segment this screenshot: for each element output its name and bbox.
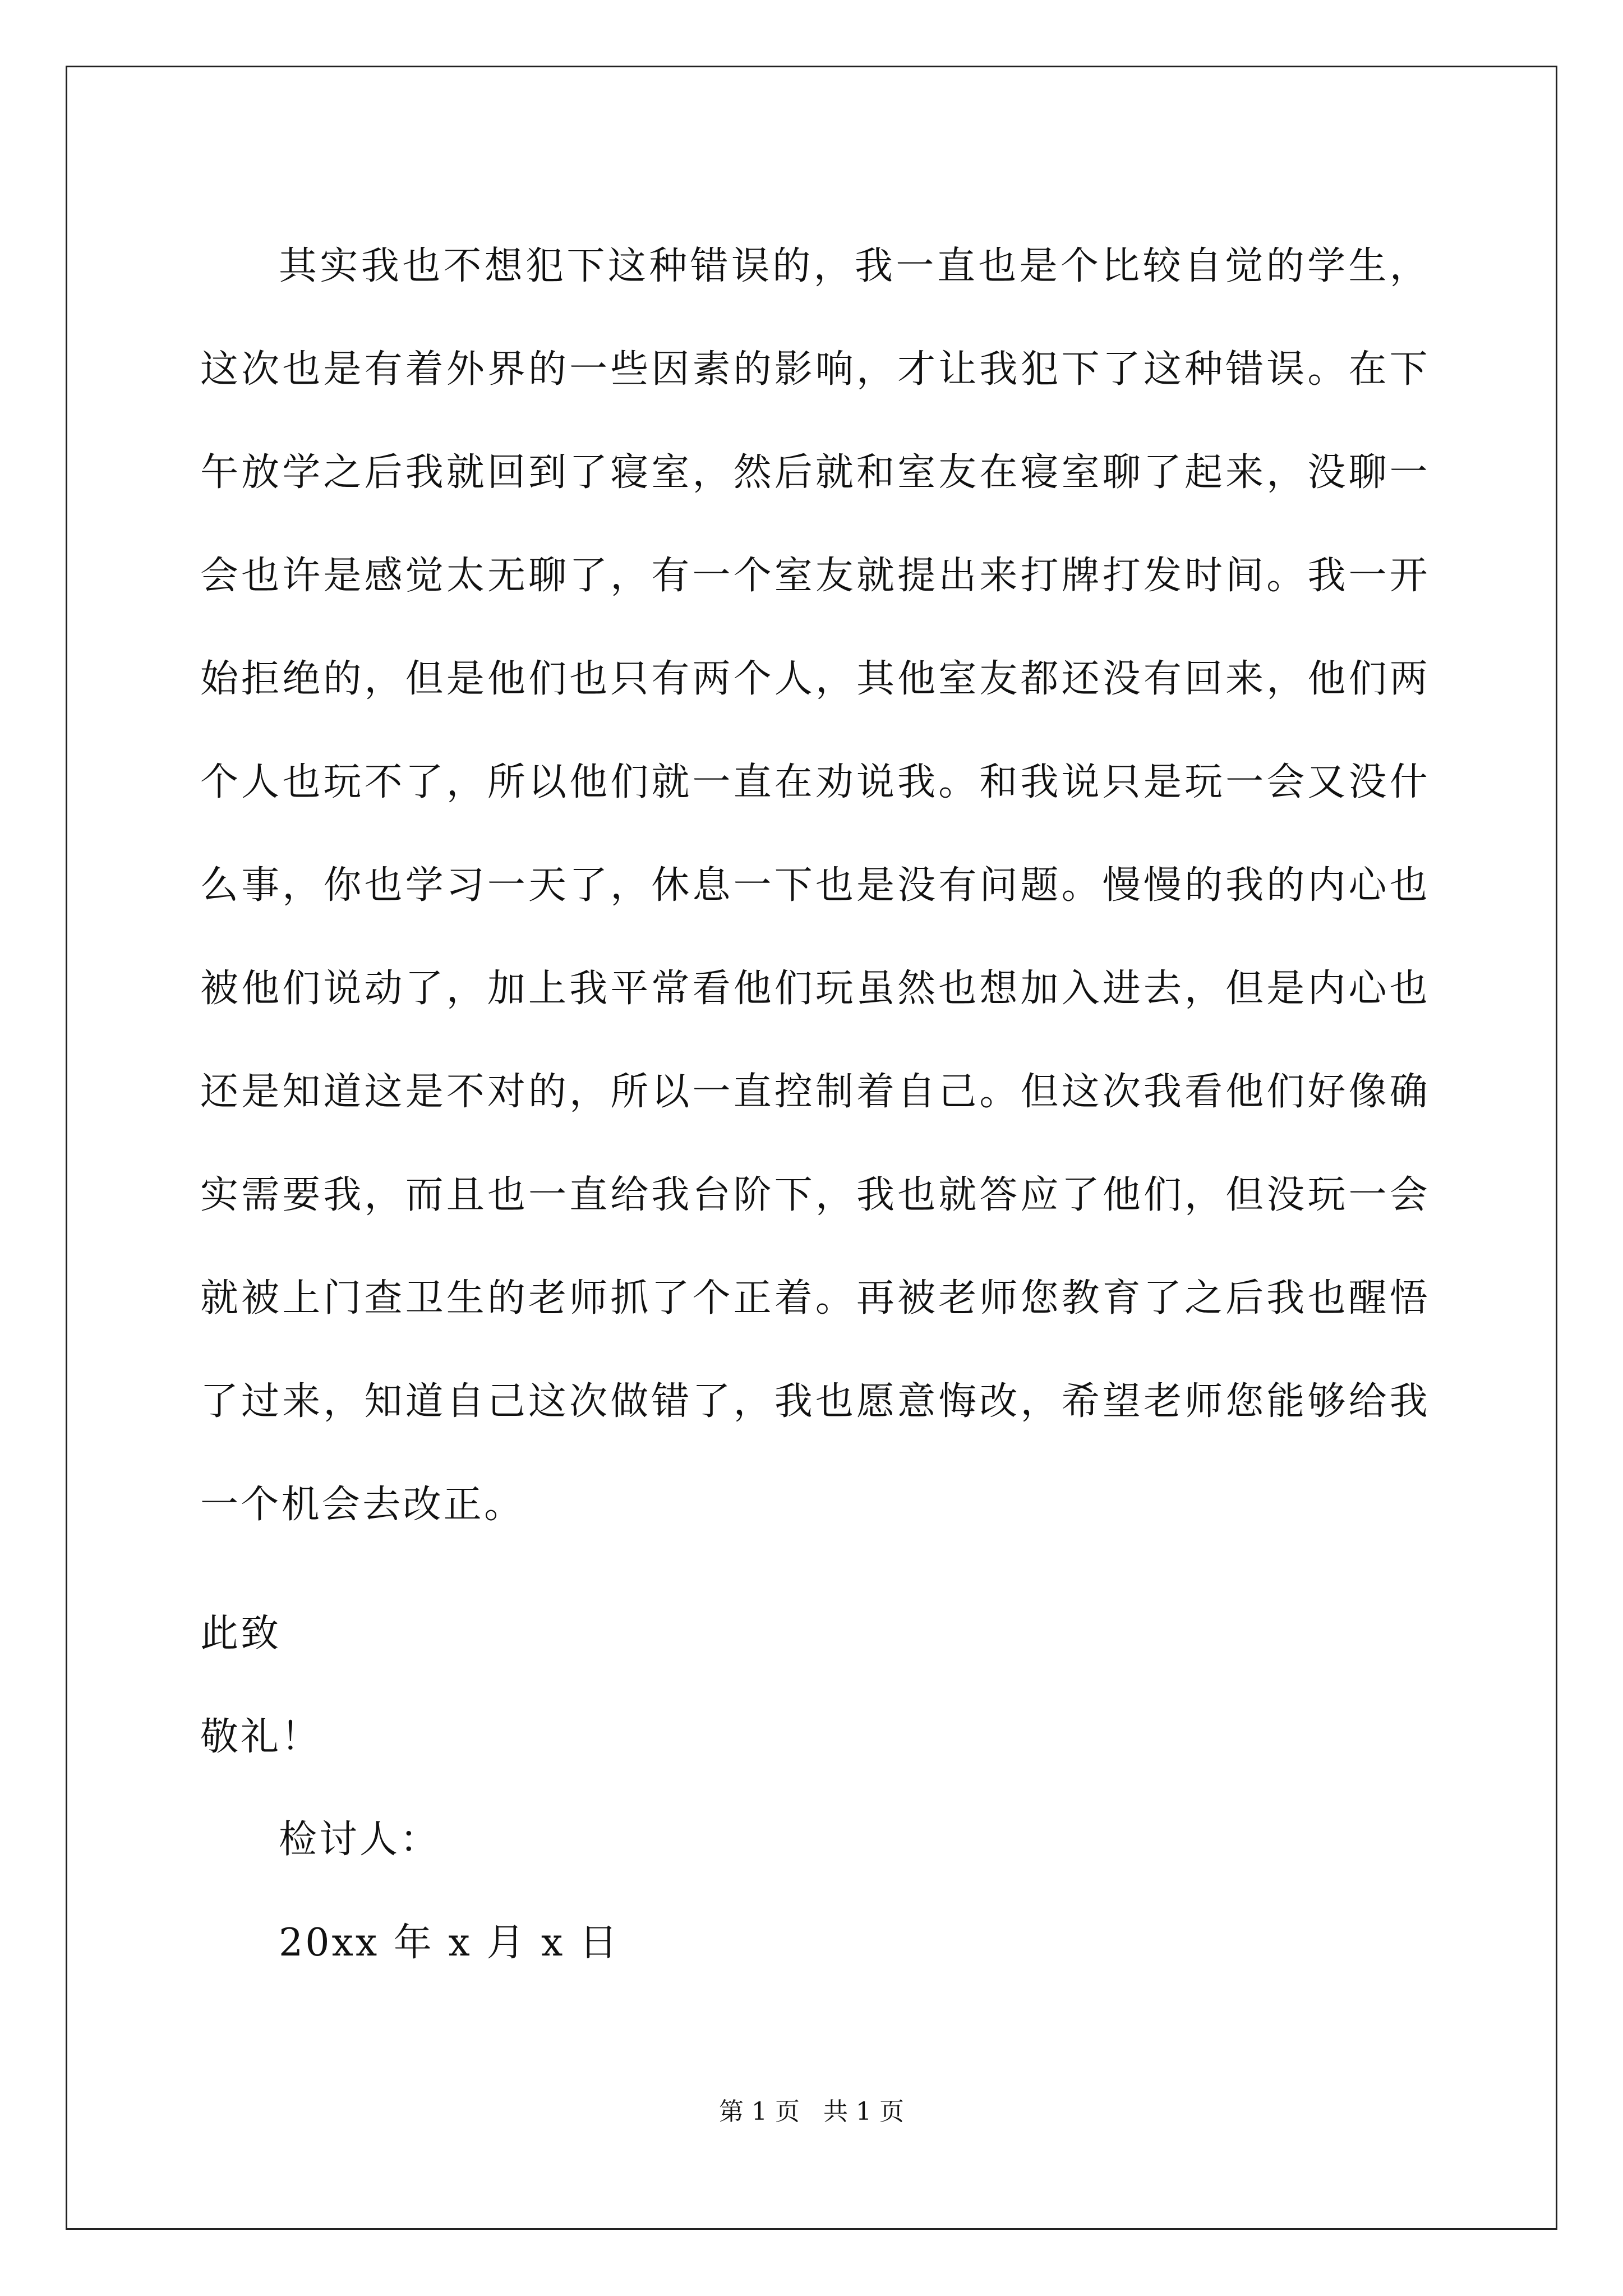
closing-regards: 敬礼！ [200,1715,322,1759]
closing-salutation: 此致 [200,1612,282,1656]
page-footer [0,2095,1623,2129]
page-number: 第 1 页 共 1 页 [719,2097,904,2126]
signature-label: 检讨人： [279,1818,441,1862]
signature-date: 20xx 年 x 月 x 日 [279,1921,620,1965]
body-paragraph: 其实我也不想犯下这种错误的，我一直也是个比较自觉的学生，这次也是有着外界的一些因素的影响，才让我犯下了这种错误。在下午放学之后我就回到了寝室，然后就和室友在寝室聊了起来，没聊一会也许是感觉太无聊了，有一个室友就提出来打牌打发时间。我一开始拒绝的，但是他们也只有两个人，其他室友都还没有回来，他们两个人也玩不了，所以他们就一直在劝说我。和我说只是玩一会又没什么事，你也学习一天了，休息一下也是没有问题。慢慢的我的内心也被他们说动了，加上我平常看他们玩虽然也想加入进去，但是内心也还是知道这是不对的，所以一直控制着自己。但这次我看他们好像确实需要我，而且也一直给我台阶下，我也就答应了他们，但没玩一会就被上门查卫生的老师抓了个正着。再被老师您教育了之后我也醒悟了过来，知道自己这次做错了，我也愿意悔改，希望老师您能够给我一个机会去改正。 [200,244,1430,1527]
